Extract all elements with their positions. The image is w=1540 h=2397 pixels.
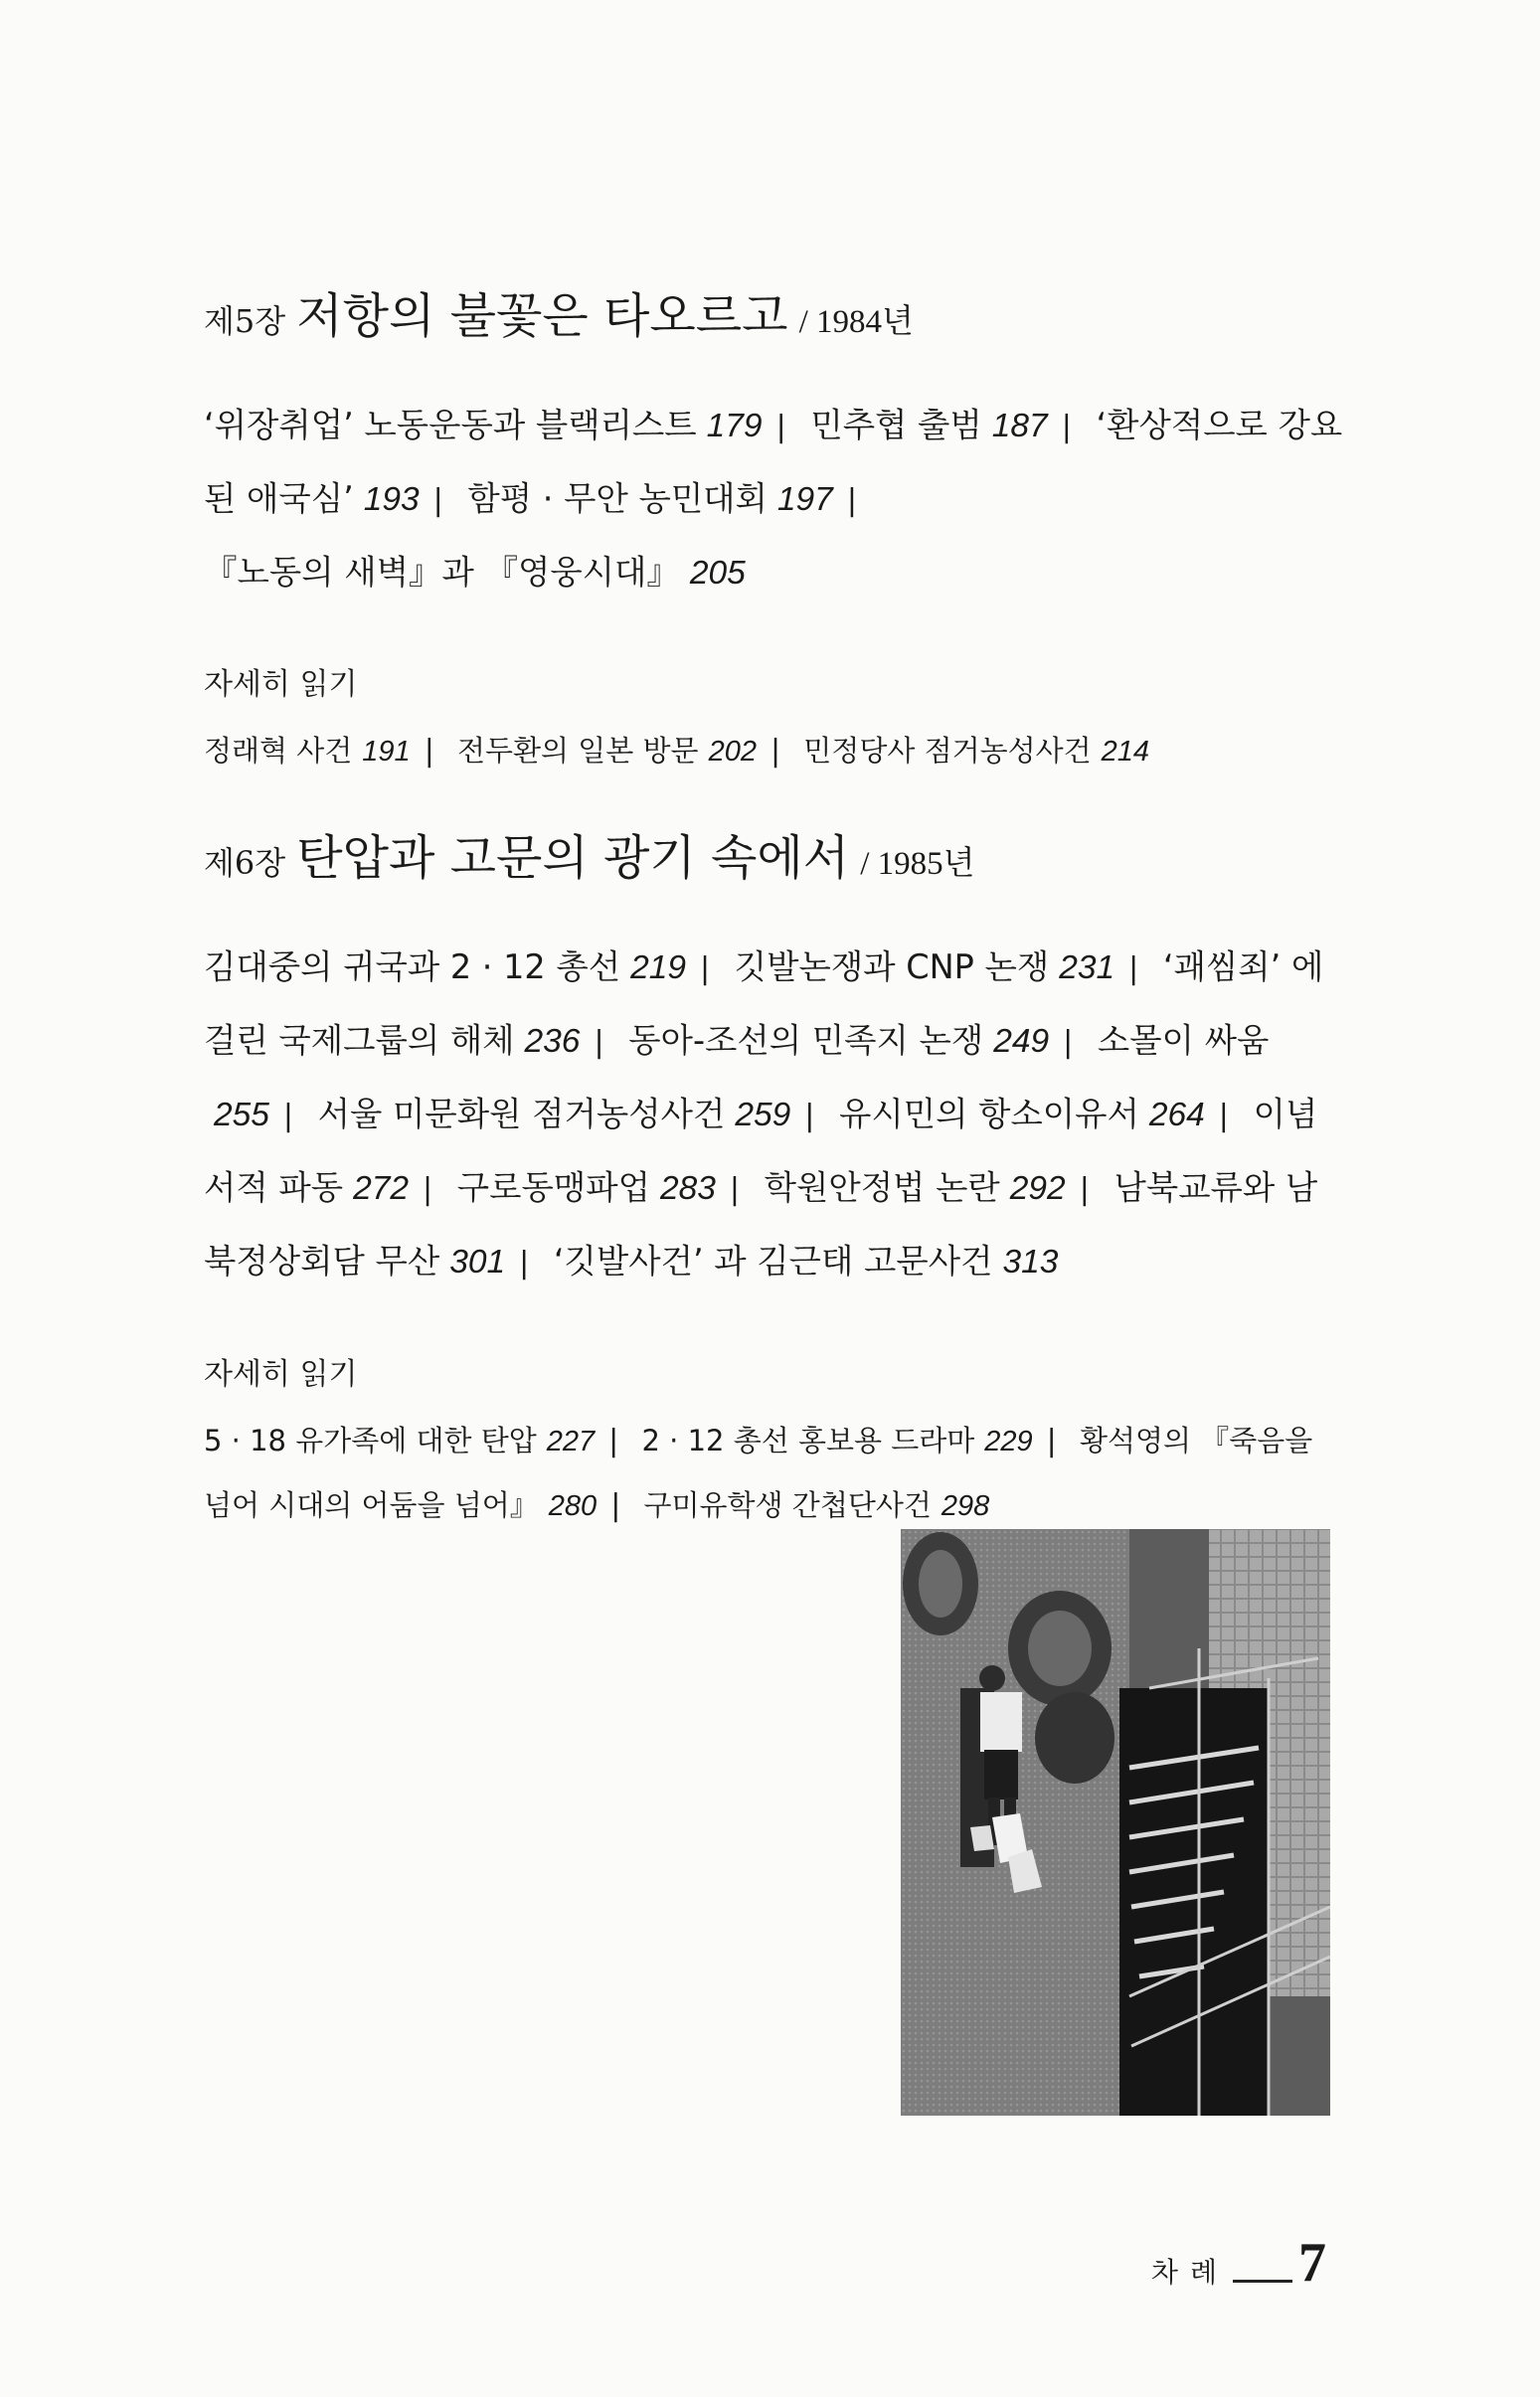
- detail-title: 전두환의 일본 방문: [457, 733, 699, 768]
- separator: |: [1128, 950, 1139, 986]
- detail-title: 5 · 18 유가족에 대한 탄압: [204, 1423, 537, 1457]
- detail-label: 자세히 읽기: [204, 666, 358, 702]
- page-footer: [1150, 2232, 1326, 2294]
- entry-page: 283: [659, 1169, 716, 1207]
- entry-title: 민추협 출범: [810, 405, 982, 444]
- chapter-title: 저항의 불꽃은 타오르고: [296, 288, 788, 344]
- entry-page: 231: [1059, 948, 1115, 986]
- entry-page: 264: [1148, 1096, 1205, 1133]
- toc-entry[interactable]: [204, 947, 686, 986]
- entry-title: 학원안정법 논란: [764, 1167, 1000, 1207]
- footer-label: 차례: [1150, 2256, 1229, 2289]
- entry-page: 187: [991, 407, 1048, 444]
- detail-page: 280: [548, 1489, 598, 1522]
- detail-page: 191: [362, 735, 411, 768]
- toc-entry[interactable]: [628, 1021, 1049, 1060]
- detail-title: 구미유학생 간첩단사건: [643, 1487, 932, 1522]
- separator: |: [432, 482, 443, 518]
- page-number: 7: [1298, 2232, 1326, 2294]
- entry-page: 236: [524, 1022, 581, 1060]
- detail-entry[interactable]: [204, 734, 411, 768]
- entry-list: [204, 390, 1347, 609]
- chapter-6: [204, 830, 1347, 1538]
- entry-page: 179: [706, 407, 763, 444]
- entry-page: 292: [1009, 1169, 1066, 1207]
- separator: |: [729, 1171, 740, 1207]
- chapter-number: 제5장: [204, 302, 286, 340]
- footer-rule: [1233, 2280, 1292, 2283]
- separator: |: [519, 1245, 530, 1281]
- toc-entry[interactable]: [318, 1095, 791, 1133]
- separator: |: [775, 409, 786, 444]
- entry-title: 동아-조선의 민족지 논쟁: [628, 1020, 984, 1060]
- detail-title: 황석영의 『죽음을 넘어 시대의 어둠을 넘어』: [204, 1423, 1313, 1522]
- entry-page: 219: [630, 948, 686, 986]
- detail-label: 자세히 읽기: [204, 1356, 358, 1392]
- toc-entry[interactable]: [839, 1095, 1205, 1133]
- entry-page: 197: [776, 480, 833, 518]
- chapter-heading: [204, 288, 1347, 346]
- detail-page: 229: [984, 1425, 1033, 1457]
- separator: |: [594, 1024, 604, 1060]
- detail-page: 202: [708, 735, 757, 768]
- detail-list: [204, 1409, 1347, 1538]
- entry-page: 193: [363, 480, 420, 518]
- toc-entry[interactable]: [457, 1168, 716, 1207]
- chapter-title: 탄압과 고문의 광기 속에서: [296, 830, 850, 886]
- detail-entry[interactable]: [642, 1424, 1033, 1457]
- entry-title: ‘환상적으로 강요된 애국심’: [204, 405, 1343, 518]
- separator: |: [282, 1098, 294, 1133]
- separator: |: [770, 733, 781, 769]
- separator: |: [610, 1487, 621, 1523]
- entry-title: 김대중의 귀국과 2 · 12 총선: [204, 946, 621, 986]
- separator: |: [424, 733, 434, 769]
- entry-page: 255: [214, 1096, 269, 1133]
- entry-page: 205: [689, 554, 746, 592]
- entry-page: 249: [993, 1022, 1050, 1060]
- entry-title: 서울 미문화원 점거농성사건: [317, 1094, 726, 1133]
- separator: |: [1063, 1024, 1074, 1060]
- entry-title: 이념서적 파동: [204, 1094, 1318, 1207]
- toc-entry[interactable]: [765, 1168, 1066, 1207]
- detail-entry[interactable]: [457, 734, 757, 768]
- separator: |: [423, 1171, 433, 1207]
- detail-entry[interactable]: [644, 1488, 990, 1522]
- detail-page: 298: [941, 1489, 990, 1522]
- detail-title: 민정당사 점거농성사건: [803, 733, 1092, 768]
- entry-title: 유시민의 항소이유서: [838, 1094, 1139, 1133]
- chapter-5: [204, 288, 1347, 783]
- entry-title: 구로동맹파업: [456, 1167, 650, 1207]
- separator: |: [1218, 1098, 1229, 1133]
- photo-illustration: [901, 1529, 1330, 2116]
- entry-page: 272: [353, 1169, 409, 1207]
- separator: |: [1079, 1171, 1090, 1207]
- detail-entry[interactable]: [204, 1424, 595, 1457]
- toc-entry[interactable]: [467, 479, 832, 518]
- toc-entry[interactable]: [735, 947, 1114, 986]
- entry-page: 313: [1002, 1243, 1059, 1281]
- entry-title: 소몰이 싸움: [1097, 1020, 1270, 1060]
- toc-entry[interactable]: [204, 406, 763, 444]
- entry-title: ‘깃발사건’ 과 김근태 고문사건: [553, 1241, 993, 1281]
- photo: [901, 1529, 1330, 2116]
- entry-page: 259: [735, 1096, 791, 1133]
- detail-page: 227: [546, 1425, 596, 1457]
- chapter-year: / 1985년: [860, 846, 975, 882]
- toc-entry[interactable]: [204, 553, 746, 592]
- detail-list: [204, 719, 1347, 783]
- toc-entry[interactable]: [810, 406, 1047, 444]
- chapter-heading: [204, 830, 1347, 888]
- detail-page: 214: [1101, 735, 1150, 768]
- toc-entry[interactable]: [554, 1242, 1058, 1281]
- entry-title: 깃발논쟁과 CNP 논쟁: [734, 946, 1050, 986]
- detail-entry[interactable]: [803, 734, 1149, 768]
- chapter-year: / 1984년: [798, 304, 914, 340]
- separator: |: [804, 1098, 815, 1133]
- separator: |: [846, 482, 857, 518]
- separator: |: [1046, 1423, 1057, 1458]
- entry-list: [204, 932, 1347, 1299]
- detail-title: 2 · 12 총선 홍보용 드라마: [641, 1423, 975, 1457]
- entry-page: 301: [449, 1243, 506, 1281]
- entry-title: 남북교류와 남북정상회담 무산: [204, 1167, 1318, 1281]
- detail-title: 정래혁 사건: [204, 733, 353, 768]
- chapter-number: 제6장: [204, 844, 286, 882]
- separator: |: [1061, 409, 1072, 444]
- entry-title: ‘괘씸죄’ 에 걸린 국제그룹의 해체: [204, 946, 1324, 1060]
- separator: |: [700, 950, 711, 986]
- entry-title: ‘위장취업’ 노동운동과 블랙리스트: [204, 405, 697, 444]
- separator: |: [608, 1423, 619, 1458]
- entry-title: 『노동의 새벽』과 『영웅시대』: [204, 552, 680, 592]
- entry-title: 함평 · 무안 농민대회: [467, 478, 768, 518]
